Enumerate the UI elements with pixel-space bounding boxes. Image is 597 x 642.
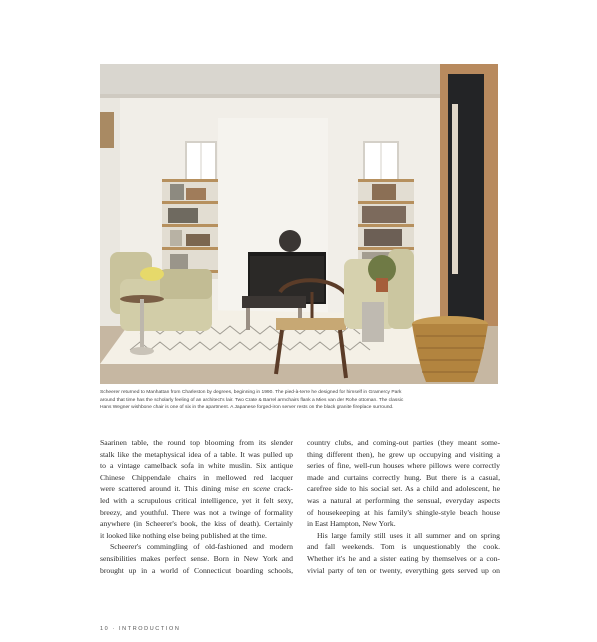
- body-text-line: country clubs, and coming-out parties (they meant some-: [307, 438, 500, 447]
- body-text-line: sensibilities makes perfect sense. Born in New York and: [100, 553, 293, 563]
- body-column-right: [307, 437, 500, 576]
- body-text-line: Chinese Chippendale chairs in mellowed red lacquer: [100, 472, 293, 482]
- body-text-line: to a vintage camelback sofa in white muslin. Six antique: [100, 461, 293, 471]
- body-text-line: His large family still uses it all summer and on spring: [317, 530, 500, 540]
- body-text-line: and fall weekends. Tom is unquestionably the cook.: [307, 542, 500, 552]
- photo-caption: [100, 389, 498, 412]
- caption-line: around that time has the scholarly feeling of an architect's lair. Two Crate & Barrel armchairs flank a Mies van der Rohe ottoman. The classic: [100, 397, 404, 403]
- page-number: 10: [100, 626, 110, 632]
- caption-line: Scheerer returned to Manhattan from Charleston by degrees, beginning in 1990. The pied-à-terre he designed for himself in Gramercy Park: [100, 390, 402, 395]
- body-text-line: Saarinen table, the round top blooming from its slender: [100, 438, 293, 447]
- caption-line: Hans Wegner wishbone chair is one of six in the apartment. A Japanese forged-iron server rests on the black granite fireplace surround.: [100, 405, 394, 411]
- body-text-line: it looked like nothing else being published at the time.: [100, 530, 267, 540]
- folio-separator: ·: [109, 626, 120, 632]
- body-text-line: Whether it's he and a sister eating by themselves or a con-: [307, 553, 500, 563]
- body-text-line: breezy, and youthful. There was not a twinge of formality: [100, 507, 293, 517]
- body-text-line: made and curtains correctly hung. But there is a casual,: [307, 472, 500, 482]
- body-text-line: carefree side to his social set. As a child and adolescent, he: [307, 484, 500, 494]
- italic-phrase: mise en scene: [224, 484, 271, 494]
- page-folio: [100, 626, 180, 632]
- body-text-line: led with a scrupulous critical intelligence, yet it felt sexy,: [100, 495, 293, 505]
- body-text-line: stalk like the metaphysical idea of a table. It was pulled up: [100, 449, 293, 459]
- body-text-line: of housekeeping at his family's shingle-style beach house: [307, 507, 500, 517]
- body-text-line: were scattered around it. This dining mise en scene crack-: [100, 484, 294, 494]
- room-illustration: [100, 64, 498, 384]
- body-text-line: was a natural at performing the sensual, everyday aspects: [307, 495, 500, 505]
- body-text-line: thing different then), he grew up occupying and visiting a: [307, 449, 500, 459]
- body-text-line: Scheerer's commingling of old-fashioned and modern: [110, 542, 293, 552]
- body-column-left: [100, 437, 293, 576]
- body-text-line: vivial party of ten or twenty, everything gets served up on: [307, 565, 500, 575]
- room-photograph: [100, 64, 498, 384]
- body-text-line: brought up in a world of Connecticut boarding schools,: [100, 565, 293, 575]
- section-title: INTRODUCTION: [119, 626, 181, 632]
- body-text-line: anywhere (in Scheerer's book, the kiss of death). Certainly: [100, 519, 293, 529]
- body-text-line: in East Hampton, New York.: [307, 519, 396, 529]
- body-text-line: series of fine, well-run houses where pillows were correctly: [307, 461, 500, 471]
